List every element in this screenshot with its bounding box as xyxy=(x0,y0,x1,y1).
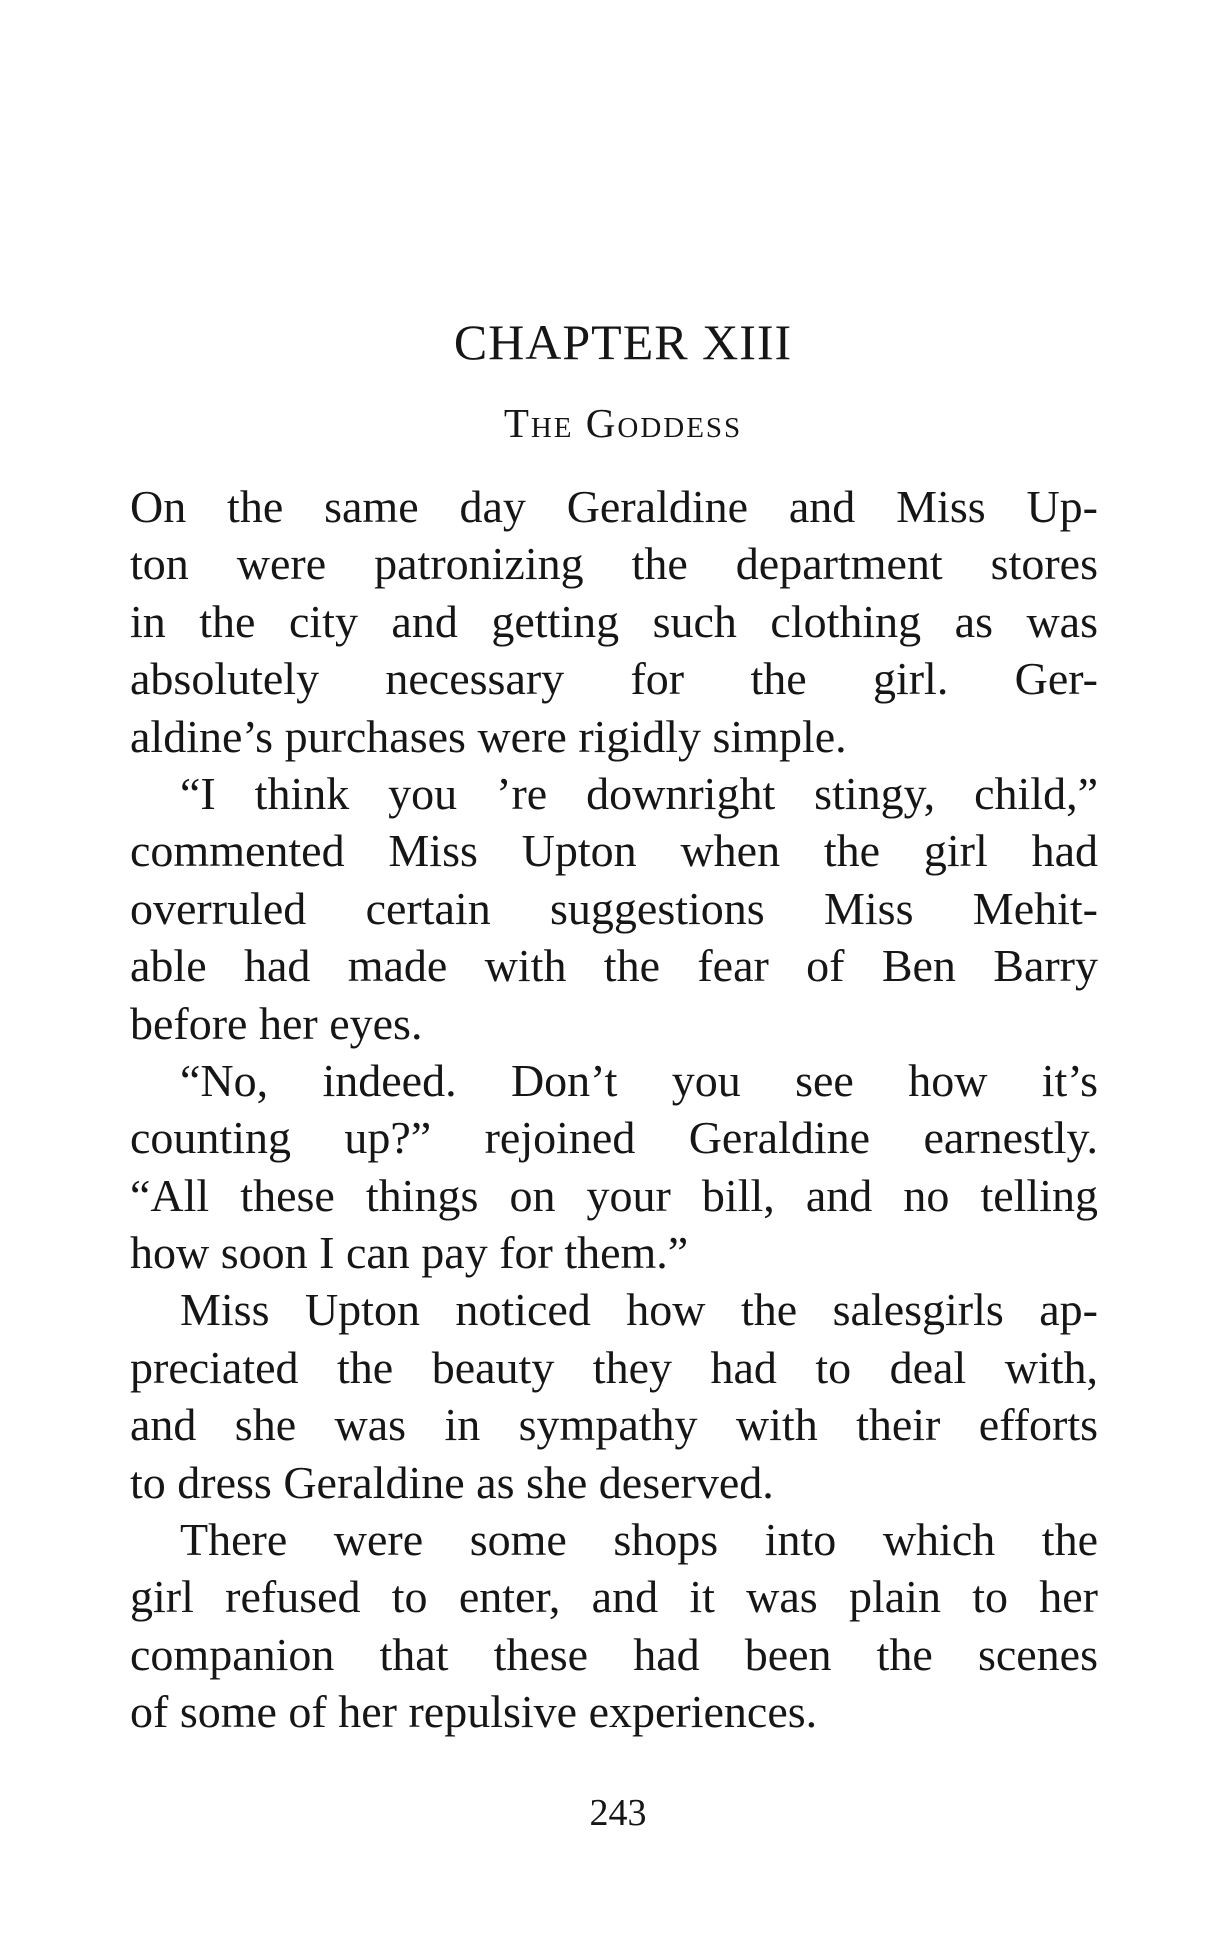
text-line: “I think you ’re downright stingy, child,” xyxy=(180,767,1098,819)
chapter-heading: CHAPTER XIII xyxy=(453,314,793,370)
text-line: aldine’s purchases were rigidly simple. xyxy=(130,710,847,762)
text-line: girl refused to enter, and it was plain to her xyxy=(130,1571,1098,1623)
text-line: overruled certain suggestions Miss Mehit- xyxy=(130,882,1098,934)
text-line: commented Miss Upton when the girl had xyxy=(130,825,1098,877)
body-text xyxy=(130,478,1098,1741)
text-line: absolutely necessary for the girl. Ger- xyxy=(130,653,1098,705)
text-line: counting up?” rejoined Geraldine earnestly. xyxy=(130,1112,1098,1164)
text-line: “No, indeed. Don’t you see how it’s xyxy=(180,1054,1098,1106)
text-line: preciated the beauty they had to deal with, xyxy=(130,1341,1098,1393)
text-line: companion that these had been the scenes xyxy=(130,1628,1098,1680)
page-number: 243 xyxy=(589,1792,647,1834)
text-line: in the city and getting such clothing as was xyxy=(130,595,1098,647)
text-line: before her eyes. xyxy=(130,997,423,1049)
text-line: On the same day Geraldine and Miss Up- xyxy=(130,481,1098,532)
text-line: to dress Geraldine as she deserved. xyxy=(130,1456,774,1508)
text-line: able had made with the fear of Ben Barry xyxy=(130,940,1098,992)
text-line: how soon I can pay for them.” xyxy=(130,1227,689,1279)
text-line: of some of her repulsive experiences. xyxy=(130,1686,818,1738)
text-line: There were some shops into which the xyxy=(180,1514,1098,1566)
chapter-title: The Goddess xyxy=(503,400,743,446)
text-line: “All these things on your bill, and no telling xyxy=(130,1169,1098,1221)
text-line: ton were patronizing the department stores xyxy=(130,538,1098,590)
text-line: and she was in sympathy with their efforts xyxy=(130,1399,1098,1451)
text-line: Miss Upton noticed how the salesgirls ap- xyxy=(180,1284,1098,1336)
